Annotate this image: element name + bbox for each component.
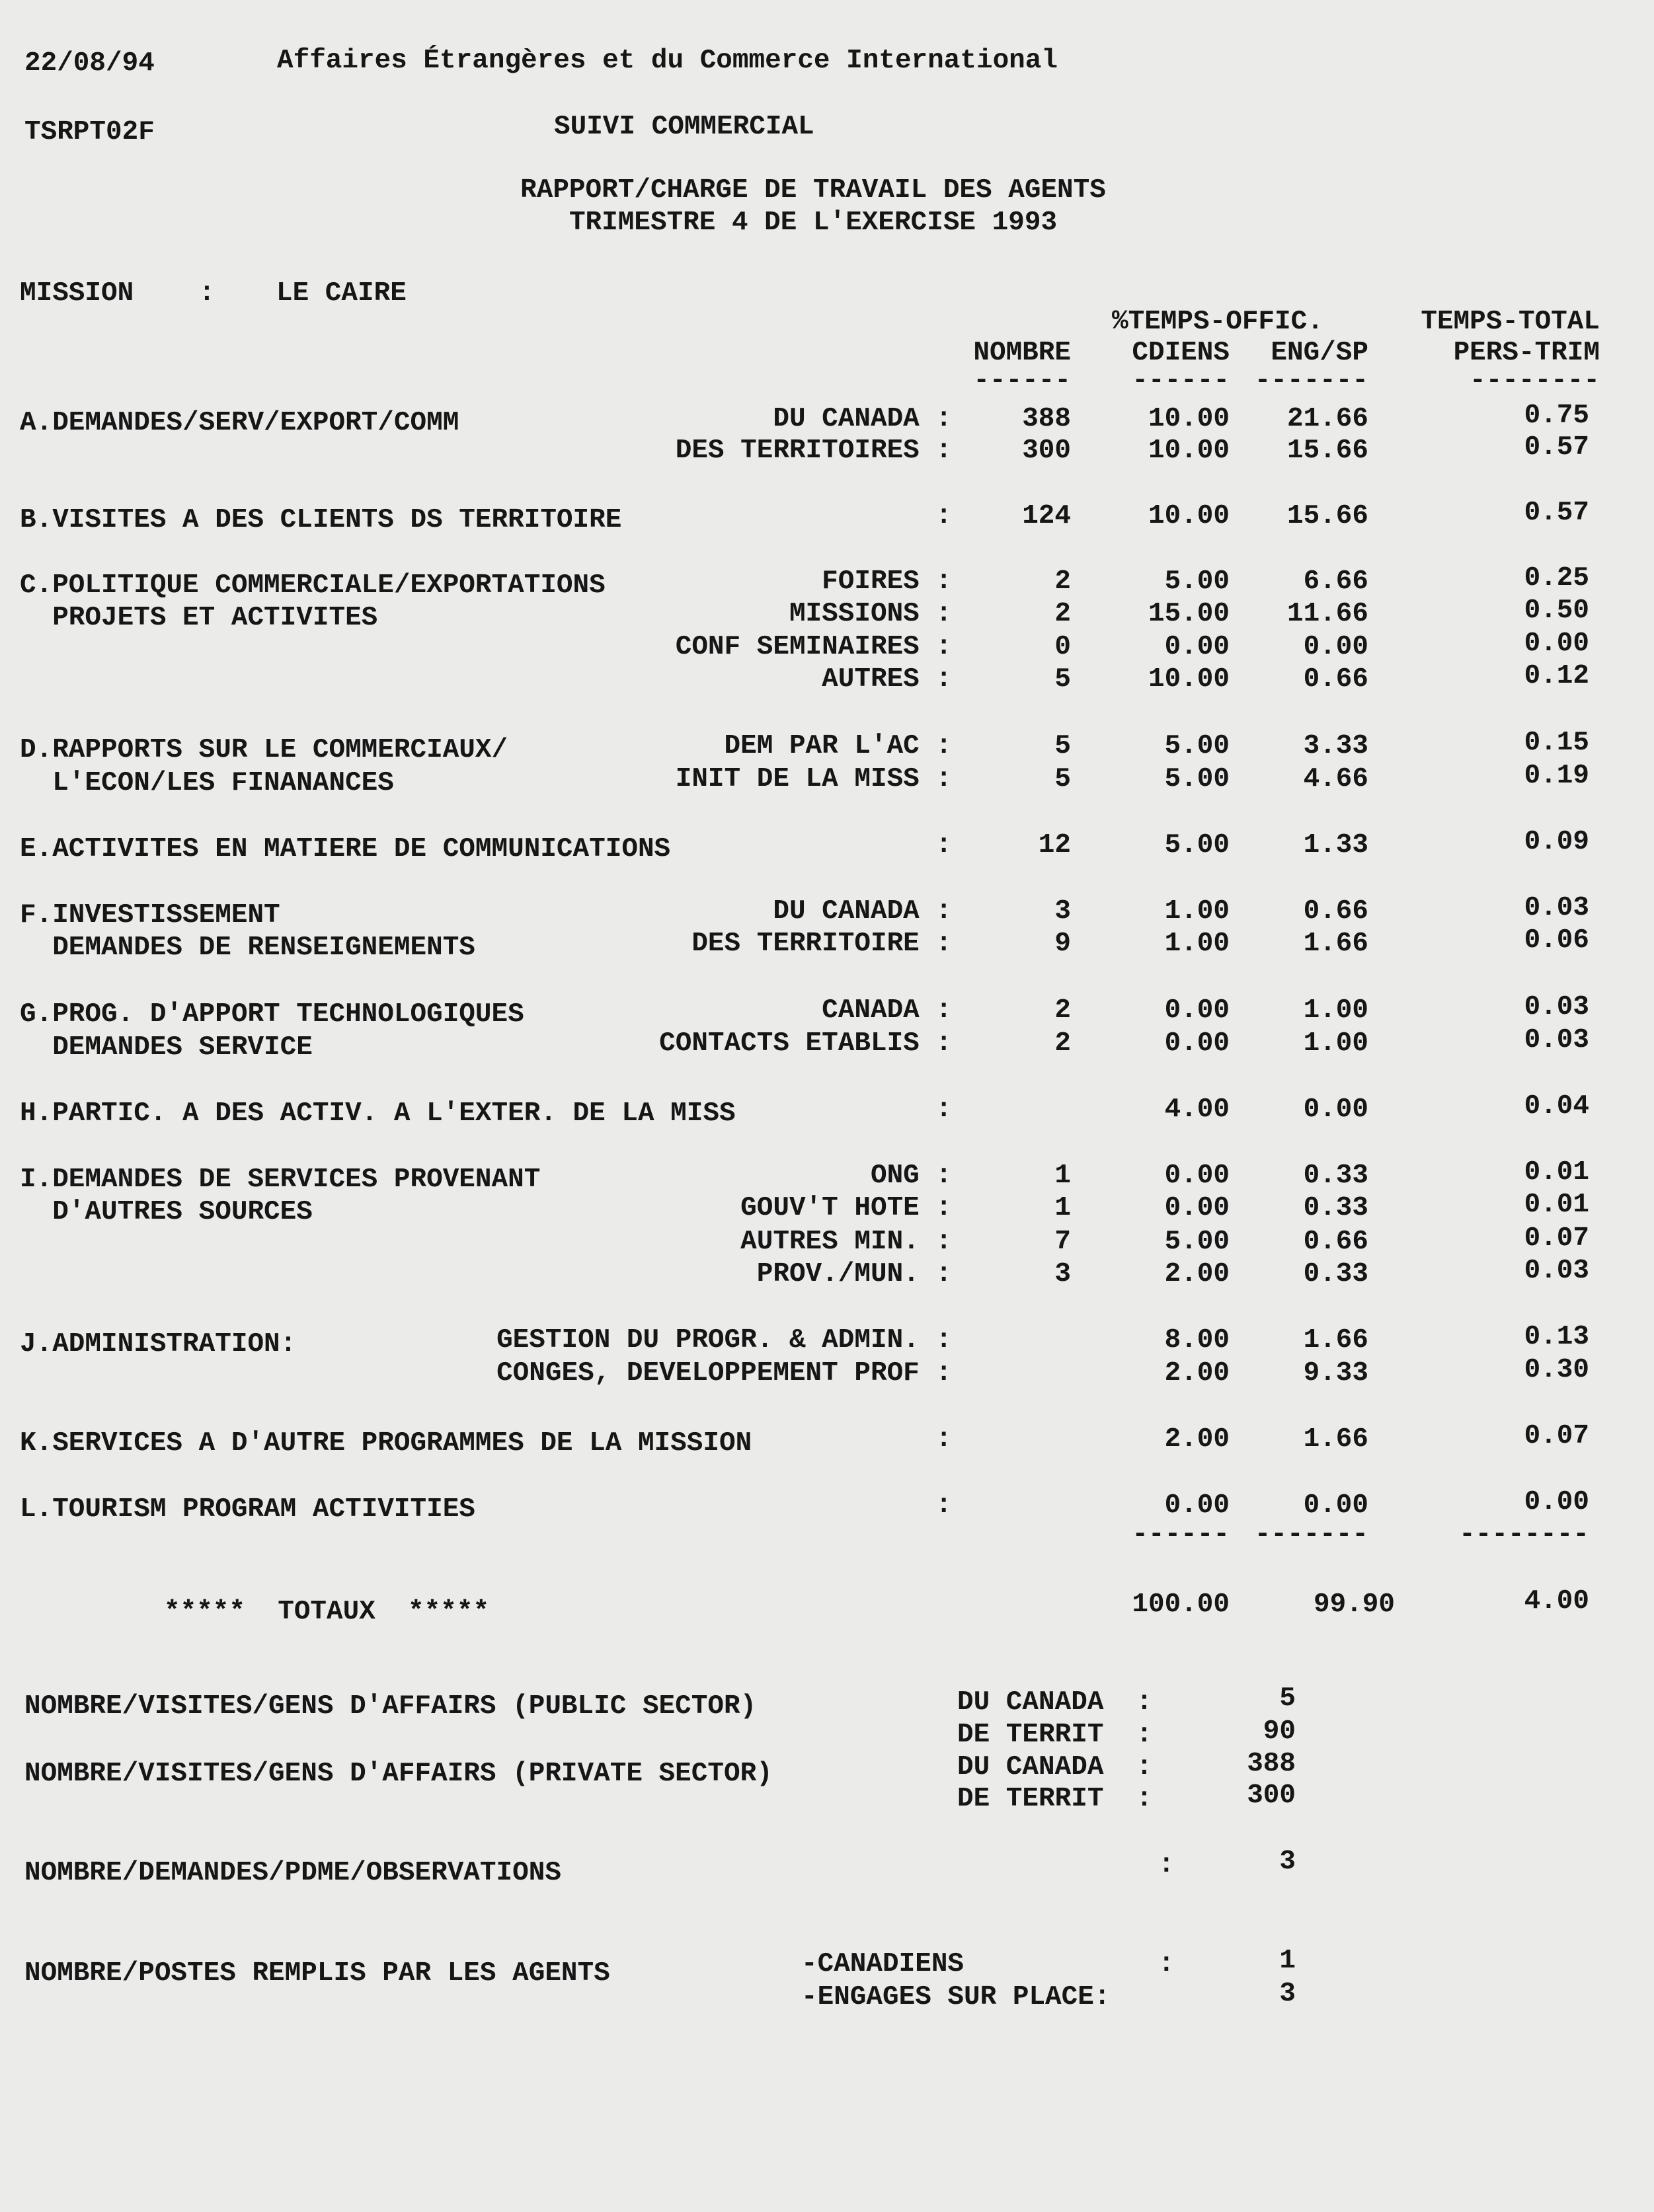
row-engsp: 15.66 xyxy=(1286,501,1368,531)
row-sublabel: : xyxy=(935,1490,952,1521)
row-cdiens: 10.00 xyxy=(1148,501,1230,531)
row-engsp: 0.66 xyxy=(1303,1227,1368,1257)
row-engsp: 9.33 xyxy=(1303,1358,1368,1389)
row-perstrim: 0.25 xyxy=(1524,563,1589,593)
row-sublabel: ONG : xyxy=(870,1161,952,1191)
row-engsp: 21.66 xyxy=(1286,404,1368,434)
summary-postes-canadiens-value: 1 xyxy=(1279,1946,1296,1976)
row-perstrim: 0.03 xyxy=(1524,992,1589,1022)
row-sublabel: FOIRES : xyxy=(822,566,952,597)
ministry-name: Affaires Étrangères et du Commerce International xyxy=(277,46,1058,76)
row-engsp: 3.33 xyxy=(1303,731,1368,761)
row-cdiens: 0.00 xyxy=(1164,995,1230,1026)
row-perstrim: 0.00 xyxy=(1524,629,1589,659)
totals-engsp: 99.90 xyxy=(1313,1589,1395,1620)
row-label: E.ACTIVITES EN MATIERE DE COMMUNICATIONS xyxy=(20,834,671,864)
summary-pdme-value: 3 xyxy=(1279,1847,1296,1877)
row-cdiens: 2.00 xyxy=(1164,1259,1230,1289)
report-date: 22/08/94 xyxy=(24,48,155,79)
row-sublabel: MISSIONS : xyxy=(789,599,952,629)
row-perstrim: 0.01 xyxy=(1524,1157,1589,1188)
row-engsp: 1.66 xyxy=(1303,1325,1368,1355)
summary-postes-engages-label: -ENGAGES SUR PLACE: xyxy=(801,1982,1111,2012)
row-sublabel: DES TERRITOIRE : xyxy=(691,929,952,959)
row-cdiens: 0.00 xyxy=(1164,1193,1230,1223)
row-nombre: 3 xyxy=(1054,896,1071,927)
row-cdiens: 2.00 xyxy=(1164,1358,1230,1389)
row-label: J.ADMINISTRATION: xyxy=(20,1329,297,1359)
totals-label: ***** TOTAUX ***** xyxy=(164,1597,490,1627)
row-label: H.PARTIC. A DES ACTIV. A L'EXTER. DE LA MISS xyxy=(20,1098,736,1129)
column-rule-nombre: ------ xyxy=(973,365,1071,396)
row-perstrim: 0.57 xyxy=(1524,498,1589,528)
row-perstrim: 0.57 xyxy=(1524,432,1589,463)
row-label: L'ECON/LES FINANANCES xyxy=(20,768,394,798)
row-engsp: 1.00 xyxy=(1303,1028,1368,1059)
summary-private-territ-value: 300 xyxy=(1247,1780,1296,1811)
totals-rule-cdiens: ------ xyxy=(1132,1519,1230,1550)
row-nombre: 5 xyxy=(1054,664,1071,695)
column-rule-engsp: ------- xyxy=(1254,365,1368,396)
row-nombre: 12 xyxy=(1038,830,1071,860)
row-sublabel: CANADA : xyxy=(822,995,952,1026)
row-nombre: 300 xyxy=(1022,436,1071,466)
row-cdiens: 0.00 xyxy=(1164,1490,1230,1521)
row-label: F.INVESTISSEMENT xyxy=(20,900,280,931)
row-perstrim: 0.03 xyxy=(1524,1256,1589,1286)
row-cdiens: 0.00 xyxy=(1164,1161,1230,1191)
row-label: A.DEMANDES/SERV/EXPORT/COMM xyxy=(20,408,459,438)
row-cdiens: 5.00 xyxy=(1164,1227,1230,1257)
totals-cdiens: 100.00 xyxy=(1132,1589,1230,1620)
row-engsp: 6.66 xyxy=(1303,566,1368,597)
column-header-nombre: NOMBRE xyxy=(973,338,1071,368)
summary-pdme-label: NOMBRE/DEMANDES/PDME/OBSERVATIONS xyxy=(24,1858,561,1888)
row-cdiens: 5.00 xyxy=(1164,731,1230,761)
row-sublabel: AUTRES : xyxy=(822,664,952,695)
row-perstrim: 0.13 xyxy=(1524,1322,1589,1352)
row-label: DEMANDES SERVICE xyxy=(20,1032,313,1063)
row-perstrim: 0.07 xyxy=(1524,1223,1589,1254)
row-engsp: 1.66 xyxy=(1303,929,1368,959)
column-header-cdiens: CDIENS xyxy=(1132,338,1230,368)
row-engsp: 4.66 xyxy=(1303,764,1368,794)
row-cdiens: 1.00 xyxy=(1164,929,1230,959)
column-header-perstrim: PERS-TRIM xyxy=(1453,338,1600,368)
row-label: DEMANDES DE RENSEIGNEMENTS xyxy=(20,933,475,963)
row-cdiens: 0.00 xyxy=(1164,632,1230,662)
row-sublabel: GOUV'T HOTE : xyxy=(740,1193,952,1223)
report-title-line1: RAPPORT/CHARGE DE TRAVAIL DES AGENTS xyxy=(520,175,1106,206)
mission-value: LE CAIRE xyxy=(276,278,407,309)
row-label: L.TOURISM PROGRAM ACTIVITIES xyxy=(20,1494,475,1525)
row-cdiens: 5.00 xyxy=(1164,830,1230,860)
row-perstrim: 0.03 xyxy=(1524,893,1589,923)
row-nombre: 5 xyxy=(1054,764,1071,794)
row-nombre: 2 xyxy=(1054,995,1071,1026)
row-perstrim: 0.09 xyxy=(1524,827,1589,857)
row-engsp: 0.66 xyxy=(1303,664,1368,695)
row-sublabel: : xyxy=(935,1094,952,1125)
row-nombre: 2 xyxy=(1054,1028,1071,1059)
row-engsp: 0.00 xyxy=(1303,632,1368,662)
row-cdiens: 4.00 xyxy=(1164,1094,1230,1125)
row-perstrim: 0.06 xyxy=(1524,925,1589,956)
totals-rule-pers: -------- xyxy=(1459,1519,1589,1550)
row-engsp: 1.33 xyxy=(1303,830,1368,860)
row-engsp: 15.66 xyxy=(1286,436,1368,466)
row-perstrim: 0.75 xyxy=(1524,400,1589,431)
column-header-engsp: ENG/SP xyxy=(1271,338,1368,368)
row-sublabel: DU CANADA : xyxy=(773,404,952,434)
row-cdiens: 10.00 xyxy=(1148,404,1230,434)
column-group-offic: %TEMPS-OFFIC. xyxy=(1112,307,1323,337)
row-label: G.PROG. D'APPORT TECHNOLOGIQUES xyxy=(20,999,524,1030)
row-sublabel: CONGES, DEVELOPPEMENT PROF : xyxy=(496,1358,952,1389)
row-label: D'AUTRES SOURCES xyxy=(20,1197,313,1227)
row-nombre: 1 xyxy=(1054,1193,1071,1223)
row-perstrim: 0.12 xyxy=(1524,661,1589,691)
summary-postes-canadiens-colon: : xyxy=(1158,1949,1175,1979)
row-nombre: 2 xyxy=(1054,566,1071,597)
row-engsp: 0.00 xyxy=(1303,1094,1368,1125)
row-sublabel: PROV./MUN. : xyxy=(756,1259,952,1289)
summary-private-canada-label: DU CANADA : xyxy=(957,1752,1153,1782)
row-label: C.POLITIQUE COMMERCIALE/EXPORTATIONS xyxy=(20,570,606,601)
row-engsp: 0.33 xyxy=(1303,1259,1368,1289)
row-cdiens: 0.00 xyxy=(1164,1028,1230,1059)
row-sublabel: INIT DE LA MISS : xyxy=(675,764,952,794)
row-cdiens: 10.00 xyxy=(1148,436,1230,466)
report-code: TSRPT02F xyxy=(24,117,155,147)
column-group-total: TEMPS-TOTAL xyxy=(1421,307,1600,337)
row-perstrim: 0.00 xyxy=(1524,1487,1589,1517)
row-nombre: 7 xyxy=(1054,1227,1071,1257)
row-label: K.SERVICES A D'AUTRE PROGRAMMES DE LA MISSION xyxy=(20,1428,752,1459)
row-perstrim: 0.15 xyxy=(1524,728,1589,758)
row-cdiens: 2.00 xyxy=(1164,1424,1230,1455)
row-nombre: 0 xyxy=(1054,632,1071,662)
row-cdiens: 5.00 xyxy=(1164,764,1230,794)
row-sublabel: : xyxy=(935,830,952,860)
row-sublabel: : xyxy=(935,1424,952,1455)
row-sublabel: GESTION DU PROGR. & ADMIN. : xyxy=(496,1325,952,1355)
row-label: D.RAPPORTS SUR LE COMMERCIAUX/ xyxy=(20,735,508,765)
row-engsp: 1.00 xyxy=(1303,995,1368,1026)
row-engsp: 1.66 xyxy=(1303,1424,1368,1455)
row-perstrim: 0.07 xyxy=(1524,1421,1589,1451)
row-engsp: 0.33 xyxy=(1303,1193,1368,1223)
summary-private-label: NOMBRE/VISITES/GENS D'AFFAIRS (PRIVATE SECTOR) xyxy=(24,1759,773,1789)
column-rule-perstrim: -------- xyxy=(1470,365,1600,396)
summary-postes-label: NOMBRE/POSTES REMPLIS PAR LES AGENTS xyxy=(24,1958,610,1989)
row-nombre: 1 xyxy=(1054,1161,1071,1191)
summary-private-canada-value: 388 xyxy=(1247,1749,1296,1779)
row-cdiens: 1.00 xyxy=(1164,896,1230,927)
row-perstrim: 0.03 xyxy=(1524,1025,1589,1055)
row-label: I.DEMANDES DE SERVICES PROVENANT xyxy=(20,1164,541,1195)
row-sublabel: CONTACTS ETABLIS : xyxy=(659,1028,952,1059)
row-label: B.VISITES A DES CLIENTS DS TERRITOIRE xyxy=(20,505,622,535)
row-perstrim: 0.01 xyxy=(1524,1190,1589,1220)
row-cdiens: 15.00 xyxy=(1148,599,1230,629)
row-nombre: 9 xyxy=(1054,929,1071,959)
row-sublabel: CONF SEMINAIRES : xyxy=(675,632,952,662)
row-cdiens: 10.00 xyxy=(1148,664,1230,695)
summary-pdme-colon: : xyxy=(1158,1850,1175,1880)
totals-pers: 4.00 xyxy=(1524,1586,1589,1617)
row-nombre: 388 xyxy=(1022,404,1071,434)
row-sublabel: DES TERRITOIRES : xyxy=(675,436,952,466)
summary-public-canada-value: 5 xyxy=(1279,1683,1296,1714)
summary-public-label: NOMBRE/VISITES/GENS D'AFFAIRS (PUBLIC SECTOR) xyxy=(24,1691,757,1722)
totals-rule-engsp: ------- xyxy=(1254,1519,1368,1550)
row-perstrim: 0.50 xyxy=(1524,595,1589,626)
row-sublabel: AUTRES MIN. : xyxy=(740,1227,952,1257)
row-sublabel: DEM PAR L'AC : xyxy=(724,731,952,761)
summary-public-territ-value: 90 xyxy=(1263,1716,1296,1747)
row-engsp: 0.66 xyxy=(1303,896,1368,927)
row-perstrim: 0.30 xyxy=(1524,1355,1589,1385)
summary-postes-canadiens-label: -CANADIENS xyxy=(801,1949,965,1979)
summary-public-canada-label: DU CANADA : xyxy=(957,1687,1153,1718)
column-rule-cdiens: ------ xyxy=(1132,365,1230,396)
summary-public-territ-label: DE TERRIT : xyxy=(957,1720,1153,1750)
row-sublabel: DU CANADA : xyxy=(773,896,952,927)
row-engsp: 0.33 xyxy=(1303,1161,1368,1191)
row-cdiens: 8.00 xyxy=(1164,1325,1230,1355)
row-perstrim: 0.19 xyxy=(1524,761,1589,791)
system-name: SUIVI COMMERCIAL xyxy=(554,112,814,142)
row-sublabel: : xyxy=(935,501,952,531)
summary-private-territ-label: DE TERRIT : xyxy=(957,1784,1153,1814)
row-perstrim: 0.04 xyxy=(1524,1091,1589,1122)
report-title-line2: TRIMESTRE 4 DE L'EXERCISE 1993 xyxy=(569,208,1058,238)
row-cdiens: 5.00 xyxy=(1164,566,1230,597)
row-engsp: 0.00 xyxy=(1303,1490,1368,1521)
row-label: PROJETS ET ACTIVITES xyxy=(20,603,378,633)
mission-label: MISSION : xyxy=(20,278,216,309)
row-engsp: 11.66 xyxy=(1286,599,1368,629)
row-nombre: 124 xyxy=(1022,501,1071,531)
row-nombre: 3 xyxy=(1054,1259,1071,1289)
row-nombre: 2 xyxy=(1054,599,1071,629)
summary-postes-engages-value: 3 xyxy=(1279,1979,1296,2009)
row-nombre: 5 xyxy=(1054,731,1071,761)
